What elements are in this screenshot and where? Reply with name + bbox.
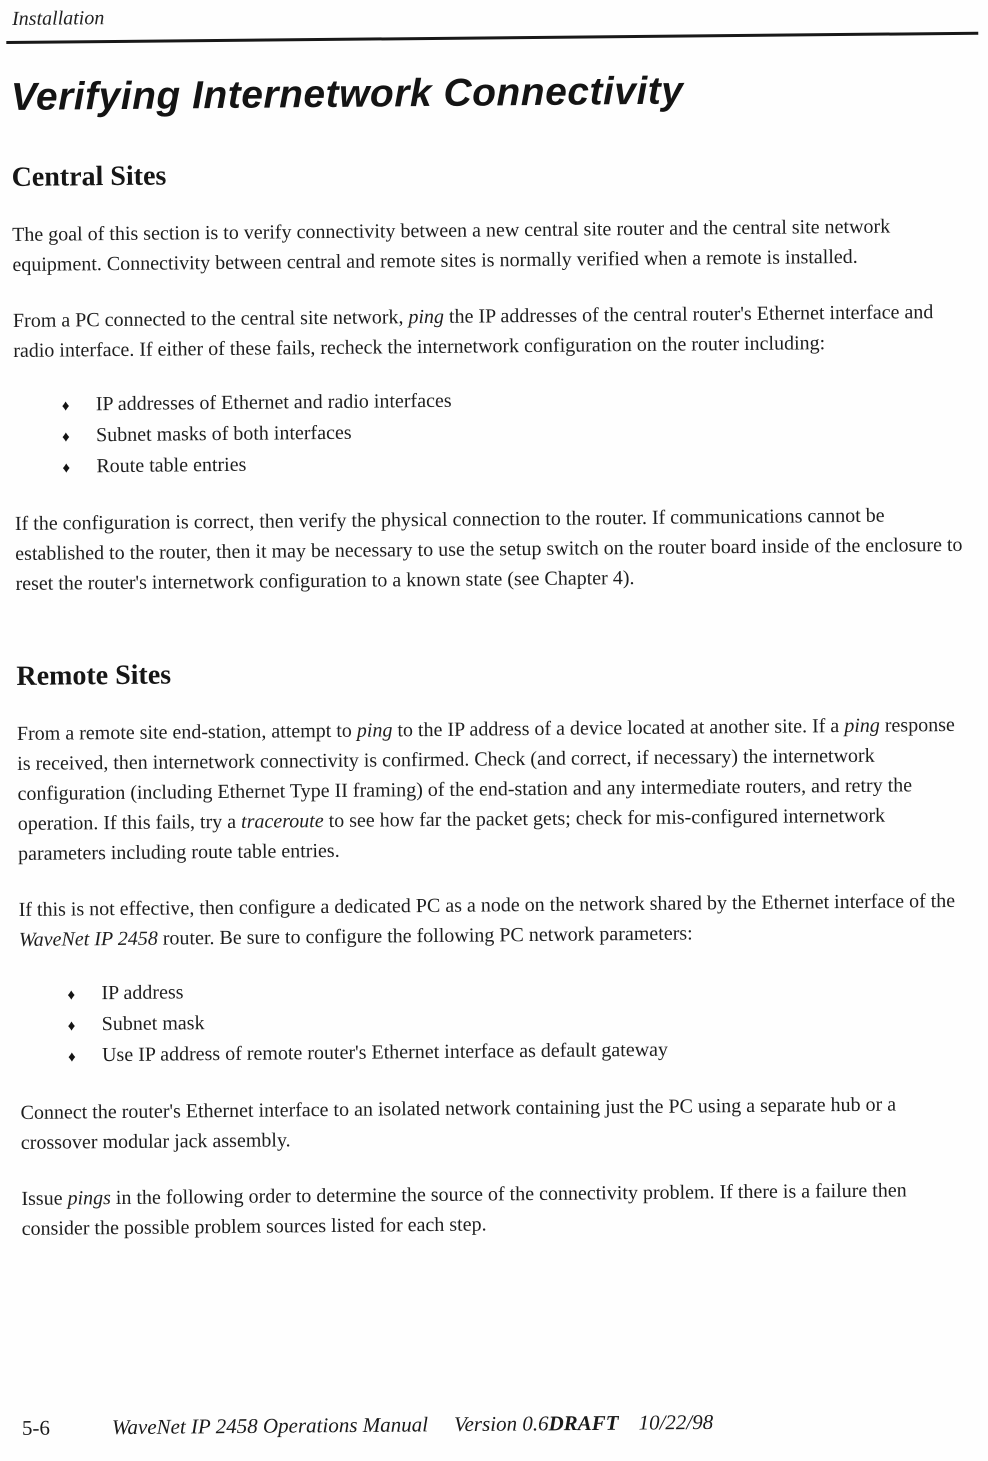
footer-draft-label: DRAFT	[548, 1410, 619, 1436]
paragraph: Issue pings in the following order to determine the source of the connectivity problem. If there is a failure then consider the possible problem sources listed for each step.	[21, 1179, 907, 1240]
header-rule	[6, 32, 978, 44]
section-heading-central-sites: Central Sites	[11, 160, 167, 193]
diamond-bullet-icon: ♦	[62, 429, 70, 446]
bullet-text: IP address	[101, 981, 184, 1005]
page-number: 5-6	[21, 1415, 50, 1440]
footer-date: 10/22/98	[638, 1409, 714, 1435]
paragraph: If the configuration is correct, then verify the physical connection to the router. If communications cannot be established to the router, then it may be necessary to use the setup switch on the router board inside of the enclosure to reset the router's internetwork configuration to a known state (see Chapter 4).	[14, 504, 963, 595]
bullet-list-central	[14, 381, 973, 483]
section-heading-remote-sites: Remote Sites	[16, 659, 172, 692]
footer-version: Version 0.6	[453, 1411, 549, 1437]
running-header: Installation	[11, 7, 105, 30]
bullet-text: Subnet masks of both interfaces	[95, 421, 352, 447]
bullet-text: Subnet mask	[101, 1012, 205, 1036]
bullet-text: Route table entries	[96, 453, 247, 478]
paragraph: If this is not effective, then configure a dedicated PC as a node on the network shared by the Ethernet interface of the WaveNet IP 2458 router. Be sure to configure the following PC network parameters:	[18, 889, 956, 951]
paragraph: Connect the router's Ethernet interface to an isolated network containing just the PC using a separate hub or a crossover modular jack assembly.	[20, 1093, 897, 1154]
bullet-text: Use IP address of remote router's Ethernet interface as default gateway	[101, 1038, 669, 1067]
diamond-bullet-icon: ♦	[62, 460, 71, 477]
diamond-bullet-icon: ♦	[67, 1018, 76, 1035]
page-footer	[12, 1408, 972, 1441]
paragraph: The goal of this section is to verify connectivity between a new central site router and the central site network equipment. Connectivity between central and remote sites is normally verified when a remote is installed.	[12, 215, 891, 276]
footer-manual-title: WaveNet IP 2458 Operations Manual	[111, 1412, 429, 1440]
paragraph: From a PC connected to the central site network, ping the IP addresses of the central router's Ethernet interface and radio interface. If either of these fails, recheck the internetwork configuration on the router including:	[12, 301, 934, 362]
diamond-bullet-icon: ♦	[67, 1049, 76, 1066]
bullet-text: IP addresses of Ethernet and radio interfaces	[95, 389, 452, 416]
paragraph: From a remote site end-station, attempt to ping to the IP address of a device located at another site. If a ping response is received, then internetwork connectivity is confirmed. Check (and correct, if necessary) the internetwork configuration (including Ethernet Type II framing) of the end-station and any intermediate routers, and retry the operation. If this fails, try a traceroute to see how far the packet gets; check for mis-configured internetwork parameters including route table entries.	[16, 713, 955, 865]
diamond-bullet-icon: ♦	[61, 398, 70, 415]
bullet-list-remote	[19, 970, 978, 1072]
page-title: Verifying Internetwork Connectivity	[10, 69, 684, 119]
diamond-bullet-icon: ♦	[67, 987, 76, 1004]
